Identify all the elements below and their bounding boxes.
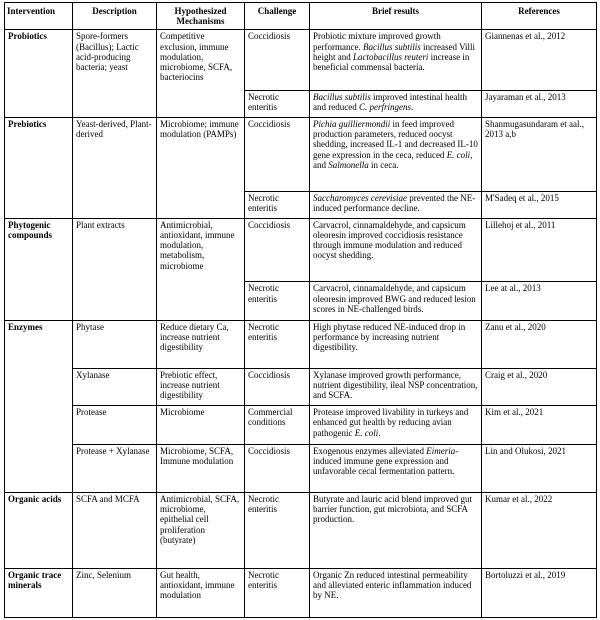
mechanisms-cell: Antimicrobial, SCFA, microbiome, epithelial cell proliferation (butyrate)	[157, 492, 245, 568]
description-cell: SCFA and MCFA	[73, 492, 157, 568]
challenge-cell: Necrotic enteritis	[245, 492, 310, 568]
table-row	[5, 218, 597, 281]
table-row	[5, 444, 597, 492]
interventions-table	[4, 2, 597, 618]
reference-cell: Shanmugasundaram et aal., 2013 a,b	[482, 118, 597, 192]
intervention-cell: Probiotics	[5, 30, 73, 118]
mechanisms-cell: Microbiome, SCFA, Immune modulation	[157, 444, 245, 492]
table-row	[5, 406, 597, 444]
description-cell: Spore-formers (Bacillus); Lactic acid-producing bacteria; yeast	[73, 30, 157, 118]
mechanisms-cell: Prebiotic effect, increase nutrient digestibility	[157, 369, 245, 406]
results-cell: Pichia guilliermondii in feed improved production parameters, reduced oocyst shedding, increased IL-1 and decreased IL-10 gene expression in the ceca, reduced E. coli, and Salmonella in ceca.	[310, 118, 482, 192]
mechanisms-cell: Microbiome	[157, 406, 245, 444]
reference-cell: Lee at al., 2013	[482, 282, 597, 320]
table-row	[5, 320, 597, 368]
header-challenge: Challenge	[245, 3, 310, 30]
intervention-cell: Prebiotics	[5, 118, 73, 219]
challenge-cell: Necrotic enteritis	[245, 320, 310, 368]
header-mechanisms: Hypothesized Mechanisms	[157, 3, 245, 30]
results-cell: Probiotic mixture improved growth performance. Bacillus subtilis increased Villi height and Lactobacillus reuteri increase in beneficial commensal bacteria.	[310, 30, 482, 90]
reference-cell: Jayaraman et al., 2013	[482, 90, 597, 117]
reference-cell: Giannenas et al., 2012	[482, 30, 597, 90]
results-cell: High phytase reduced NE-induced drop in performance by increasing nutrient digestibility.	[310, 320, 482, 368]
intervention-cell: Organic trace minerals	[5, 568, 73, 617]
intervention-cell: Enzymes	[5, 320, 73, 492]
reference-cell: Kumar et al., 2022	[482, 492, 597, 568]
challenge-cell: Coccidiosis	[245, 369, 310, 406]
header-row	[5, 3, 597, 30]
challenge-cell: Commercial conditions	[245, 406, 310, 444]
description-cell: Protease	[73, 406, 157, 444]
challenge-cell: Necrotic enteritis	[245, 90, 310, 117]
challenge-cell: Coccidiosis	[245, 218, 310, 281]
table-row	[5, 369, 597, 406]
mechanisms-cell: Reduce dietary Ca, increase nutrient digestibility	[157, 320, 245, 368]
results-cell: Butyrate and lauric acid blend improved gut barrier function, gut microbiota, and SCFA production.	[310, 492, 482, 568]
table-row	[5, 118, 597, 192]
reference-cell: Lin and Olukosi, 2021	[482, 444, 597, 492]
reference-cell: Kim et al., 2021	[482, 406, 597, 444]
challenge-cell: Coccidiosis	[245, 30, 310, 90]
reference-cell: Zanu et al., 2020	[482, 320, 597, 368]
description-cell: Yeast-derived, Plant-derived	[73, 118, 157, 219]
description-cell: Plant extracts	[73, 218, 157, 320]
reference-cell: Lillehoj et al., 2011	[482, 218, 597, 281]
results-cell: Xylanase improved growth performance, nutrient digestibility, ileal NSP concentration, and SCFA.	[310, 369, 482, 406]
challenge-cell: Coccidiosis	[245, 118, 310, 192]
results-cell: Saccharomyces cerevisiae prevented the NE-induced performance decline.	[310, 191, 482, 218]
mechanisms-cell: Gut health, antioxidant, immune modulation	[157, 568, 245, 617]
header-results: Brief results	[310, 3, 482, 30]
challenge-cell: Coccidiosis	[245, 444, 310, 492]
results-cell: Exogenous enzymes alleviated Eimeria-induced immune gene expression and unfavorable cecal fermentation pattern.	[310, 444, 482, 492]
description-cell: Phytase	[73, 320, 157, 368]
mechanisms-cell: Antimicrobial, antioxidant, immune modulation, metabolism, microbiome	[157, 218, 245, 320]
challenge-cell: Necrotic enteritis	[245, 282, 310, 320]
description-cell: Xylanase	[73, 369, 157, 406]
intervention-cell: Organic acids	[5, 492, 73, 568]
header-references: References	[482, 3, 597, 30]
table-row	[5, 568, 597, 617]
results-cell: Carvacrol, cinnamaldehyde, and capsicum oleoresin improved coccidiosis resistance through immune modulation and reduced oocyst shedding.	[310, 218, 482, 281]
table-row	[5, 30, 597, 90]
reference-cell: Bortoluzzi et al., 2019	[482, 568, 597, 617]
intervention-cell: Phytogenic compounds	[5, 218, 73, 320]
challenge-cell: Necrotic enteritis	[245, 568, 310, 617]
results-cell: Protease improved livability in turkeys and enhanced gut health by reducing avian pathogenic E. coli.	[310, 406, 482, 444]
mechanisms-cell: Microbiome; immune modulation (PAMPs)	[157, 118, 245, 219]
description-cell: Protease + Xylanase	[73, 444, 157, 492]
header-description: Description	[73, 3, 157, 30]
reference-cell: Craig et al., 2020	[482, 369, 597, 406]
results-cell: Bacillus subtilis improved intestinal health and reduced C. perfringens.	[310, 90, 482, 117]
description-cell: Zinc, Selenium	[73, 568, 157, 617]
results-cell: Carvacrol, cinnamaldehyde, and capsicum oleoresin improved BWG and reduced lesion scores in NE-challenged birds.	[310, 282, 482, 320]
challenge-cell: Necrotic enteritis	[245, 191, 310, 218]
header-intervention: Intervention	[5, 3, 73, 30]
results-cell: Organic Zn reduced intestinal permeability and alleviated enteric inflammation induced by NE.	[310, 568, 482, 617]
reference-cell: M'Sadeq et al., 2015	[482, 191, 597, 218]
table-row	[5, 492, 597, 568]
mechanisms-cell: Competitive exclusion, immune modulation, microbiome, SCFA, bacteriocins	[157, 30, 245, 118]
